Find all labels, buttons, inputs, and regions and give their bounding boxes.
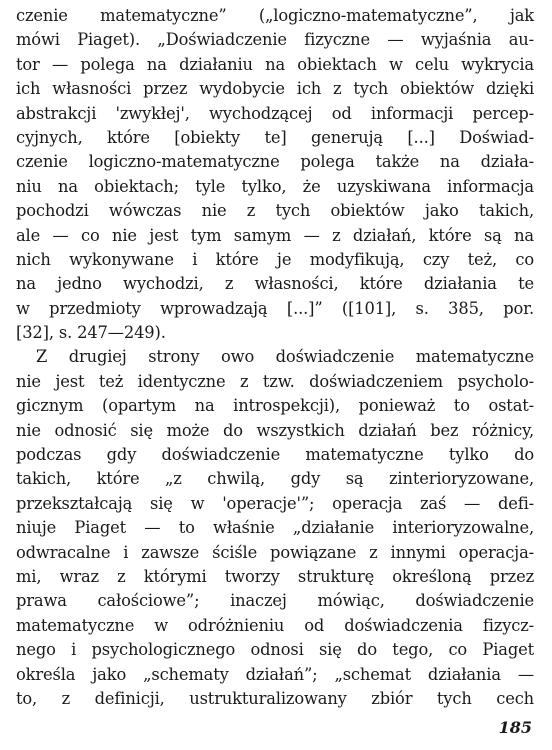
text-line: abstrakcji 'zwykłej', wychodzącej od informacji percep- bbox=[16, 103, 534, 123]
text-line: nie jest też identyczne z tzw. doświadczeniem psycholo- bbox=[16, 371, 534, 391]
text-line: przekształcają się w 'operacje'”; operacja zaś — defi- bbox=[16, 493, 534, 513]
paragraph bbox=[16, 4, 534, 345]
text-line: Z drugiej strony owo doświadczenie matematyczne bbox=[36, 347, 534, 367]
text-line: określa jako „schematy działań”; „schemat działania — bbox=[16, 664, 534, 684]
text-line: matematyczne w odróżnieniu od doświadczenia fizycz- bbox=[16, 615, 534, 635]
text-line: takich, które „z chwilą, gdy są zinterioryzowane, bbox=[16, 469, 534, 489]
page-number: 185 bbox=[498, 718, 532, 737]
text-line: tor — polega na działaniu na obiektach w celu wykrycia bbox=[16, 54, 534, 74]
text-line: mówi Piaget). „Doświadczenie fizyczne — wyjaśnia au- bbox=[16, 30, 534, 50]
paragraph bbox=[16, 345, 534, 711]
text-line: nie odnosić się może do wszystkich działań bez różnicy, bbox=[16, 420, 534, 440]
text-line: niu na obiektach; tyle tylko, że uzyskiwana informacja bbox=[16, 176, 534, 196]
text-line: cyjnych, które [obiekty te] generują [...] Doświad- bbox=[16, 127, 534, 147]
text-line: na jedno wychodzi, z własności, które działania te bbox=[16, 274, 534, 294]
text-line: mi, wraz z którymi tworzy strukturę określoną przez bbox=[16, 566, 534, 586]
text-line: czenie matematyczne” („logiczno-matematyczne”, jak bbox=[16, 6, 534, 25]
text-line: ich własności przez wydobycie ich z tych obiektów dzięki bbox=[16, 79, 534, 99]
text-line: nego i psychologicznego odnosi się do tego, co Piaget bbox=[16, 640, 534, 660]
text-line: czenie logiczno-matematyczne polega także na działa- bbox=[16, 152, 534, 172]
text-line: ale — co nie jest tym samym — z działań, które są na bbox=[16, 225, 534, 245]
text-line: pochodzi wówczas nie z tych obiektów jako takich, bbox=[16, 201, 534, 221]
text-line: gicznym (opartym na introspekcji), ponieważ to ostat- bbox=[16, 396, 534, 416]
text-line: w przedmioty wprowadzają [...]” ([101], s. 385, por. bbox=[16, 298, 534, 318]
text-line: nich wykonywane i które je modyfikują, czy też, co bbox=[16, 249, 534, 269]
text-line: prawa całościowe”; inaczej mówiąc, doświadczenie bbox=[16, 591, 534, 611]
text-line: niuje Piaget — to właśnie „działanie interioryzowalne, bbox=[16, 518, 534, 538]
text-line: odwracalne i zawsze ściśle powiązane z innymi operacja- bbox=[16, 542, 534, 562]
page-body bbox=[16, 4, 534, 711]
text-line: to, z definicji, ustrukturalizowany zbiór tych cech bbox=[16, 688, 534, 708]
text-line: [32], s. 247—249). bbox=[16, 323, 166, 343]
text-body bbox=[16, 4, 534, 711]
text-line: podczas gdy doświadczenie matematyczne tylko do bbox=[16, 445, 534, 465]
